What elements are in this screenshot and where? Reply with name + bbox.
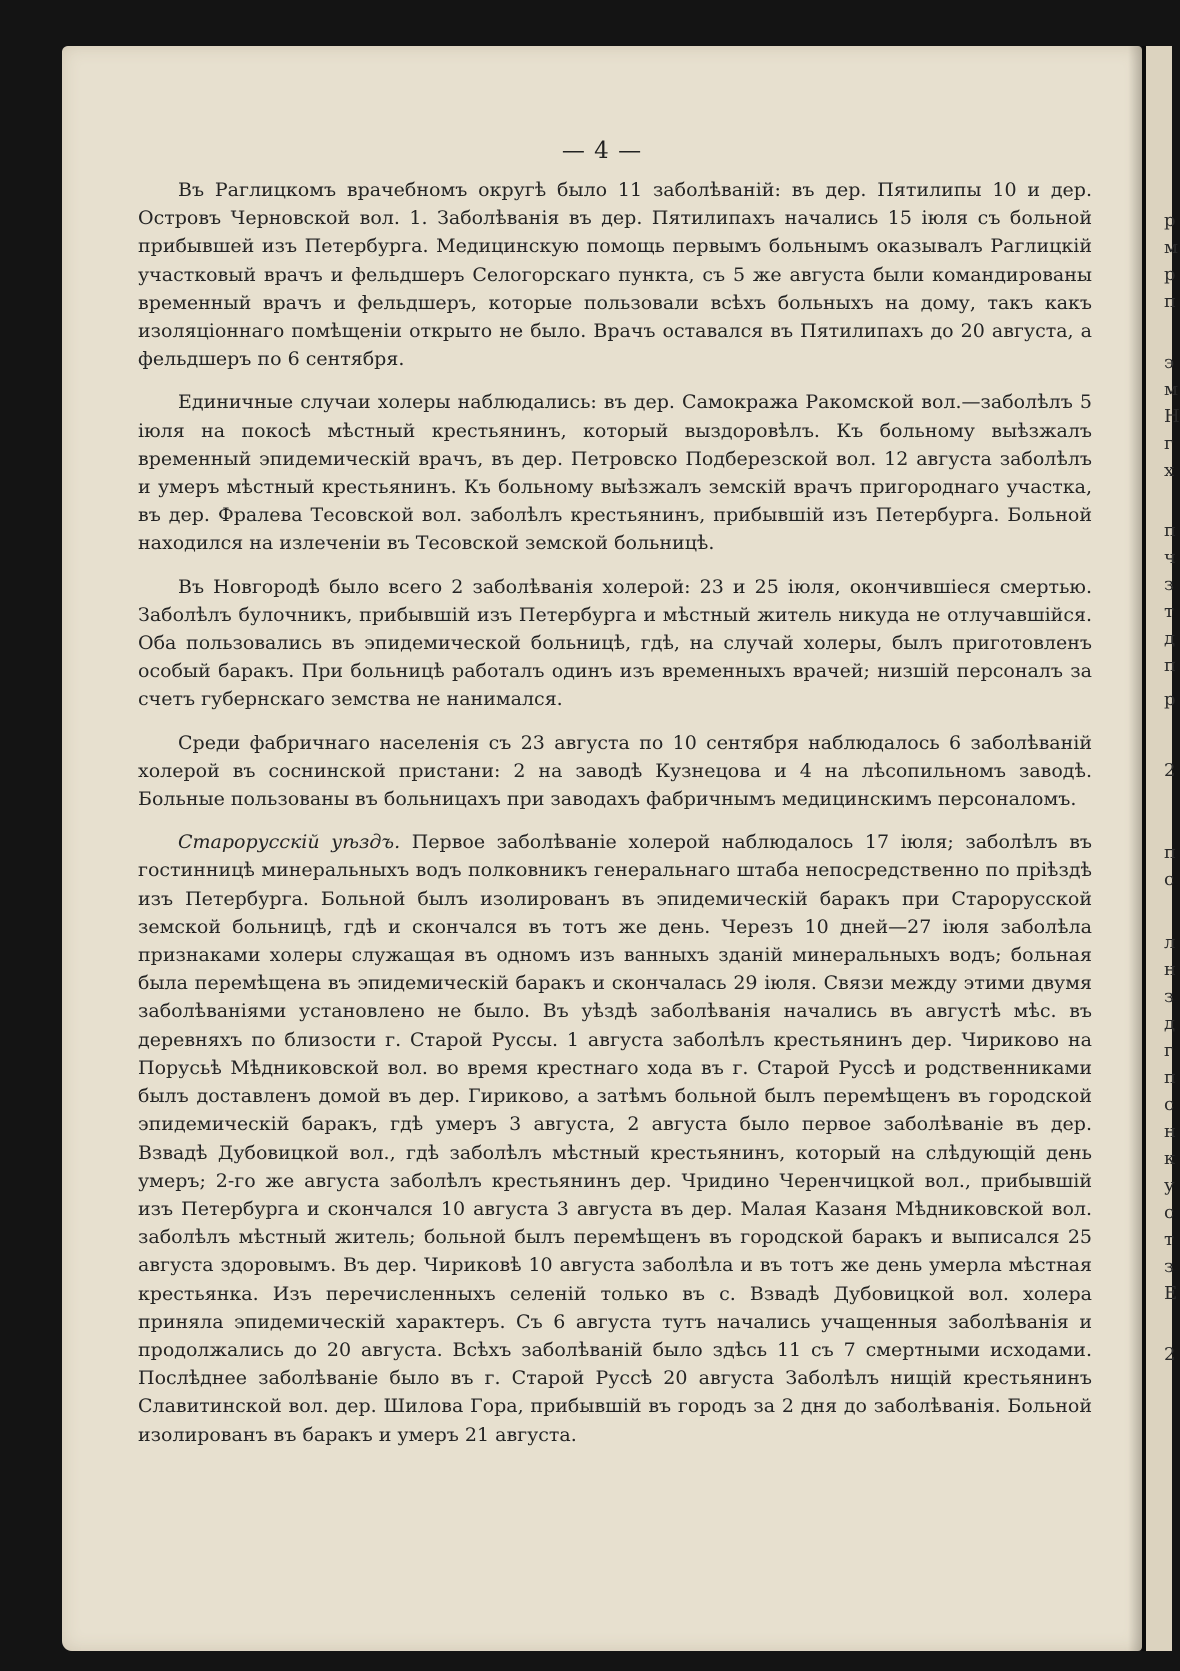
edge-letter: Н [1164, 406, 1180, 427]
page-number: — 4 — [561, 138, 643, 164]
edge-letter: п [1164, 655, 1176, 676]
adjacent-page-edge [1146, 46, 1180, 1651]
edge-letter: с [1164, 1202, 1175, 1223]
edge-letter: Е [1164, 1283, 1178, 1304]
edge-letter: л [1164, 932, 1176, 953]
edge-letter: ч [1164, 547, 1176, 568]
edge-letter: с [1164, 1094, 1175, 1115]
edge-letter: к [1164, 1148, 1176, 1169]
edge-letter: р [1164, 210, 1176, 231]
edge-letter: з [1164, 1256, 1174, 1277]
edge-letter: п [1164, 1067, 1176, 1088]
document-page [62, 46, 1142, 1651]
edge-letter: м [1164, 379, 1179, 400]
edge-letter: р [1164, 689, 1176, 710]
paragraph-staraya-russa-district [138, 828, 1092, 1448]
paragraph-text: Единичные случаи холеры наблюдались: въ дер. Самокража Ракомской вол.—заболѣлъ 5 іюля на покосѣ мѣстный крестьянинъ, который выздоровѣлъ. Къ больному выѣзжалъ временный эпидемическій врачъ, въ дер. Петровско Подберезской вол. 12 августа заболѣлъ и умеръ мѣстный крестьянинъ. Къ больному выѣзжалъ земскій врачъ пригороднаго участка, въ дер. Фралева Тесовской вол. заболѣлъ крестьянинъ, прибывшій изъ Петербурга. Больной находился на излеченіи въ Тесовской земской больницѣ. [138, 391, 1092, 555]
body-text [138, 176, 1092, 1449]
edge-letter: п [1164, 291, 1176, 312]
edge-letter: 2 [1164, 1344, 1176, 1365]
edge-letter: м [1164, 237, 1179, 258]
edge-letter: п [1164, 520, 1176, 541]
edge-letter: д [1164, 628, 1176, 649]
edge-letter: 2 [1164, 760, 1176, 781]
paragraph-single-cases [138, 388, 1092, 557]
paragraph-raglitsy-district [138, 176, 1092, 373]
paragraph-text: Въ Раглицкомъ врачебномъ округѣ было 11 заболѣваній: въ дер. Пятилипы 10 и дер. Островъ Черновской вол. 1. Заболѣванія въ дер. Пятилипахъ начались 15 іюля съ больной прибывшей изъ Петербурга. Медицинскую помощь первымъ больнымъ оказывалъ Раглицкій участковый врачъ и фельдшеръ Селогорскаго пункта, съ 5 же августа были командированы временный врачъ и фельдшеръ, которые пользовали всѣхъ больныхъ на дому, такъ какъ изоляціоннаго помѣщеніи открыто не было. Врачъ оставался въ Пятилипахъ до 20 августа, а фельдшеръ по 6 сентября. [138, 179, 1092, 371]
edge-letter: з [1164, 986, 1174, 1007]
edge-letter: н [1164, 959, 1176, 980]
paragraph-novgorod [138, 573, 1092, 714]
paragraph-text: Среди фабричнаго населенія съ 23 августа по 10 сентября наблюдалось 6 заболѣваній холерой въ соснинской пристани: 2 на заводѣ Кузнецова и 4 на лѣсопильномъ заводѣ. Больные пользованы въ больницахъ при заводахъ фабричнымъ медицинскимъ персоналомъ. [138, 731, 1092, 811]
edge-letter: т [1164, 601, 1174, 622]
paragraph-factory-population [138, 729, 1092, 814]
edge-letter: х [1164, 460, 1175, 481]
edge-letter: п [1164, 842, 1176, 863]
edge-letter: г [1164, 433, 1174, 454]
paragraph-text: Первое заболѣваніе холерой наблюдалось 17 іюля; заболѣлъ въ гостинницѣ минеральныхъ водъ полковникъ генеральнаго штаба непосредственно по пріѣздѣ изъ Петербурга. Больной былъ изолированъ въ эпидемическій баракъ при Старорусской земской больницѣ, гдѣ и скончался въ тотъ же день. Черезъ 10 дней—27 іюля заболѣла признаками холеры служащая въ одномъ изъ ванныхъ зданій минеральныхъ водъ; больная была перемѣщена въ эпидемическій баракъ и скончалась 29 іюля. Связи между этими двумя заболѣваніями установлено не было. Въ уѣздѣ заболѣванія начались въ августѣ мѣс. въ деревняхъ по близости г. Старой Руссы. 1 августа заболѣлъ крестьянинъ дер. Чириково на Порусьѣ Мѣдниковской вол. во время крестнаго хода въ г. Старой Руссѣ и родственниками былъ доставленъ домой въ дер. Гириково, а затѣмъ больной былъ перемѣщенъ въ городской эпидемическій баракъ, гдѣ умеръ 3 августа, 2 августа было первое заболѣваніе въ дер. Взвадѣ Дубовицкой вол., гдѣ заболѣлъ мѣстный крестьянинъ, который на слѣдующій день умеръ; 2-го же августа заболѣлъ крестьянинъ дер. Чридино Черенчицкой вол., прибывшій изъ Петербурга и скончался 10 августа 3 августа въ дер. Малая Казаня Мѣдниковской вол. заболѣлъ мѣстный житель; больной былъ перемѣщенъ въ городской баракъ и выписался 25 августа здоровымъ. Въ дер. Чириковѣ 10 августа заболѣла и въ тотъ же день умерла мѣстная крестьянка. Изъ перечисленныхъ селеній только въ с. Взвадѣ Дубовицкой вол. холера приняла эпидемическій характеръ. Съ 6 августа тутъ начались учащенныя заболѣванія и продолжались до 20 августа. Всѣхъ заболѣваній было здѣсь 11 съ 7 смертными исходами. Послѣднее заболѣваніе было въ г. Старой Руссѣ 20 августа Заболѣлъ нищій крестьянинъ Славитинской вол. дер. Шилова Гора, прибывшій въ городъ за 2 дня до заболѣванія. Больной изолированъ въ баракъ и умеръ 21 августа. [138, 831, 1092, 1446]
edge-letter: т [1164, 1229, 1174, 1250]
edge-letter: з [1164, 574, 1174, 595]
edge-letter: р [1164, 264, 1176, 285]
paragraph-text: Въ Новгородѣ было всего 2 заболѣванія холерой: 23 и 25 іюля, окончившіеся смертью. Заболѣлъ булочникъ, прибывшій изъ Петербурга и мѣстный житель никуда не отлучавшійся. Оба пользовались въ эпидемической больницѣ, гдѣ, на случай холеры, былъ приготовленъ особый баракъ. При больницѣ работалъ одинъ изъ временныхъ врачей; низшій персоналъ за счетъ губернскаго земства не нанимался. [138, 575, 1092, 711]
edge-letter: н [1164, 1121, 1176, 1142]
edge-letter: г [1164, 1040, 1174, 1061]
edge-letter: с [1164, 869, 1175, 890]
section-heading: Старорусскій уѣздъ. [178, 831, 401, 854]
edge-letter: д [1164, 1013, 1176, 1034]
edge-letter: э [1164, 352, 1175, 373]
edge-letter: у [1164, 1175, 1175, 1196]
